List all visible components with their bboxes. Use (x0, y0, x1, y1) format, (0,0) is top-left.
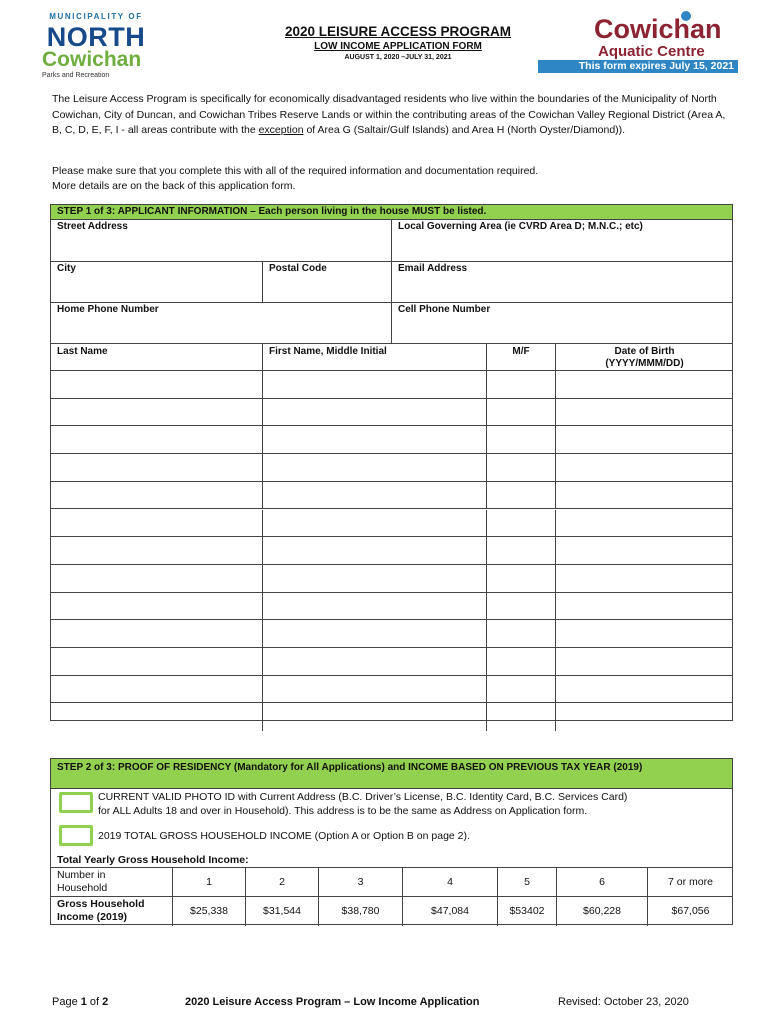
household-size-label-b: Household (57, 882, 108, 894)
last-name-input[interactable] (51, 399, 263, 427)
household-size-label (51, 868, 173, 897)
last-name-input[interactable] (51, 482, 263, 510)
cowichan-aquatic-centre-logo (590, 8, 730, 60)
logo-parks-text: Parks and Recreation (42, 72, 110, 79)
total-income-title: Total Yearly Gross Household Income: (57, 854, 249, 866)
gender-input[interactable] (487, 565, 556, 593)
photo-id-text (98, 790, 728, 818)
first-name-input[interactable] (263, 426, 487, 454)
instructions-paragraph (52, 164, 732, 193)
first-name-input[interactable] (263, 399, 487, 427)
gender-input[interactable] (487, 510, 556, 538)
household-size-label-a: Number in (57, 869, 106, 881)
income-threshold-4: $47,084 (403, 897, 498, 926)
dob-input[interactable] (556, 676, 733, 704)
footer-page-total: 2 (102, 996, 109, 1008)
first-name-input[interactable] (263, 593, 487, 621)
cell-phone-label: Cell Phone Number (398, 304, 491, 315)
last-name-input[interactable] (51, 510, 263, 538)
income-threshold-3: $38,780 (319, 897, 403, 926)
mf-header: M/F (487, 344, 556, 371)
first-name-header: First Name, Middle Initial (263, 344, 487, 371)
footer-page-current: 1 (80, 996, 87, 1008)
household-size-4: 4 (403, 868, 498, 897)
program-dates: AUGUST 1, 2020 –JULY 31, 2021 (344, 54, 452, 61)
photo-id-line-2: for ALL Adults 18 and over in Household). This address is to be the same as Address on Application form. (98, 805, 588, 817)
first-name-input[interactable] (263, 482, 487, 510)
gender-input[interactable] (487, 703, 556, 731)
step1-applicant-table (50, 204, 733, 721)
income-option-text: 2019 TOTAL GROSS HOUSEHOLD INCOME (Option A or Option B on page 2). (98, 830, 470, 842)
dob-header (556, 344, 733, 371)
last-name-input[interactable] (51, 371, 263, 399)
intro-text-a: The Leisure Access Program is specifically for economically disadvantaged residents who live within the boundaries of the Municipality of North Cowichan, City of Duncan, and Cowichan Tribes Reserve Lands or within the contributing areas of the Cowichan Valley Regional District (Area A, B, C, D, E, F, I - all areas contribute with the (52, 93, 726, 136)
dob-input[interactable] (556, 510, 733, 538)
dob-input[interactable] (556, 565, 733, 593)
gender-input[interactable] (487, 593, 556, 621)
gender-input[interactable] (487, 371, 556, 399)
home-phone-field[interactable] (51, 317, 392, 344)
intro-paragraph (52, 92, 732, 139)
dob-input[interactable] (556, 454, 733, 482)
gender-input[interactable] (487, 620, 556, 648)
household-size-5: 5 (498, 868, 557, 897)
logo-north-text: NORTH (46, 22, 146, 52)
gross-income-label-a: Gross Household (57, 898, 145, 910)
aquatic-logo-word: Cowichan (594, 14, 722, 44)
dob-input[interactable] (556, 537, 733, 565)
postal-code-label: Postal Code (263, 262, 392, 276)
income-threshold-5: $53402 (498, 897, 557, 926)
dob-input[interactable] (556, 648, 733, 676)
local-area-field[interactable] (392, 235, 733, 262)
first-name-input[interactable] (263, 648, 487, 676)
step1-heading: STEP 1 of 3: APPLICANT INFORMATION – Each person living in the house MUST be listed. (51, 205, 733, 220)
dob-input[interactable] (556, 593, 733, 621)
dob-input[interactable] (556, 482, 733, 510)
income-threshold-6: $60,228 (557, 897, 648, 926)
household-size-1: 1 (173, 868, 246, 897)
home-phone-label: Home Phone Number (51, 303, 392, 317)
last-name-input[interactable] (51, 565, 263, 593)
first-name-input[interactable] (263, 565, 487, 593)
form-expiry-banner: This form expires July 15, 2021 (538, 60, 738, 73)
first-name-input[interactable] (263, 454, 487, 482)
postal-code-field[interactable] (263, 276, 392, 303)
form-title-block (200, 24, 596, 61)
income-threshold-2: $31,544 (246, 897, 319, 926)
logo-cowichan-text: Cowichan (42, 48, 142, 71)
step2-proof-table (50, 758, 733, 925)
city-field[interactable] (51, 276, 263, 303)
last-name-input[interactable] (51, 593, 263, 621)
cell-phone-field[interactable] (392, 317, 733, 344)
footer-page-of: of (86, 996, 103, 1008)
income-threshold-7: $67,056 (671, 905, 710, 917)
gross-income-label-b: Income (2019) (57, 911, 128, 923)
intro-exception: exception (258, 124, 304, 136)
footer-page-number (52, 996, 108, 1008)
income-checkbox[interactable] (59, 825, 93, 846)
local-area-label: Local Governing Area (ie CVRD Area D; M.N.C.; etc) (398, 221, 643, 232)
last-name-input[interactable] (51, 620, 263, 648)
gender-input[interactable] (487, 676, 556, 704)
footer-center-title: 2020 Leisure Access Program – Low Income Application (185, 996, 480, 1008)
first-name-input[interactable] (263, 676, 487, 704)
household-size-2: 2 (246, 868, 319, 897)
first-name-input[interactable] (263, 537, 487, 565)
income-threshold-table (51, 867, 733, 925)
aquatic-logo-art (590, 8, 730, 60)
dob-input[interactable] (556, 371, 733, 399)
gender-input[interactable] (487, 482, 556, 510)
instructions-line-2: More details are on the back of this application form. (52, 179, 296, 192)
last-name-header: Last Name (51, 344, 263, 371)
city-label: City (51, 262, 263, 276)
email-field[interactable] (392, 276, 733, 303)
dob-input[interactable] (556, 399, 733, 427)
gender-input[interactable] (487, 426, 556, 454)
gender-input[interactable] (487, 537, 556, 565)
last-name-input[interactable] (51, 676, 263, 704)
gender-input[interactable] (487, 648, 556, 676)
form-title: 2020 LEISURE ACCESS PROGRAM (284, 24, 512, 39)
dob-header-line-1: Date of Birth (614, 346, 675, 357)
gender-input[interactable] (487, 399, 556, 427)
dob-input[interactable] (556, 703, 733, 731)
last-name-input[interactable] (51, 703, 263, 731)
footer-revised-date: Revised: October 23, 2020 (558, 996, 689, 1008)
dob-header-line-2: (YYYY/MMM/DD) (605, 358, 684, 369)
instructions-line-1: Please make sure that you complete this with all of the required information and documentation required. (52, 165, 539, 177)
street-address-label: Street Address (51, 220, 392, 235)
footer-page-prefix: Page (52, 996, 81, 1008)
income-threshold-1: $25,338 (173, 897, 246, 926)
intro-text-b: of Area G (Saltair/Gulf Islands) and Area H (North Oyster/Diamond)). (303, 124, 626, 136)
last-name-input[interactable] (51, 648, 263, 676)
photo-id-line-1: CURRENT VALID PHOTO ID with Current Address (B.C. Driver’s License, B.C. Identity Card, B.C. Services Card) (98, 791, 628, 803)
gross-income-label (51, 897, 173, 926)
household-size-3: 3 (319, 868, 403, 897)
step2-heading: STEP 2 of 3: PROOF OF RESIDENCY (Mandatory for All Applications) and INCOME BASED ON PREVIOUS TAX YEAR (2019) (51, 759, 733, 789)
first-name-input[interactable] (263, 703, 487, 731)
form-subtitle: LOW INCOME APPLICATION FORM (314, 41, 482, 52)
north-cowichan-logo (32, 12, 162, 79)
last-name-input[interactable] (51, 454, 263, 482)
first-name-input[interactable] (263, 371, 487, 399)
aquatic-logo-sub: Aquatic Centre (598, 43, 705, 60)
logo-municipality-text: MUNICIPALITY OF (49, 12, 143, 21)
first-name-input[interactable] (263, 510, 487, 538)
email-label: Email Address (398, 263, 468, 274)
dob-input[interactable] (556, 426, 733, 454)
gender-input[interactable] (487, 454, 556, 482)
last-name-input[interactable] (51, 537, 263, 565)
household-size-6: 6 (557, 868, 648, 897)
first-name-input[interactable] (263, 620, 487, 648)
street-address-field[interactable] (51, 235, 392, 262)
household-size-7: 7 or more (648, 868, 733, 897)
photo-id-checkbox[interactable] (59, 792, 93, 813)
dob-input[interactable] (556, 620, 733, 648)
last-name-input[interactable] (51, 426, 263, 454)
